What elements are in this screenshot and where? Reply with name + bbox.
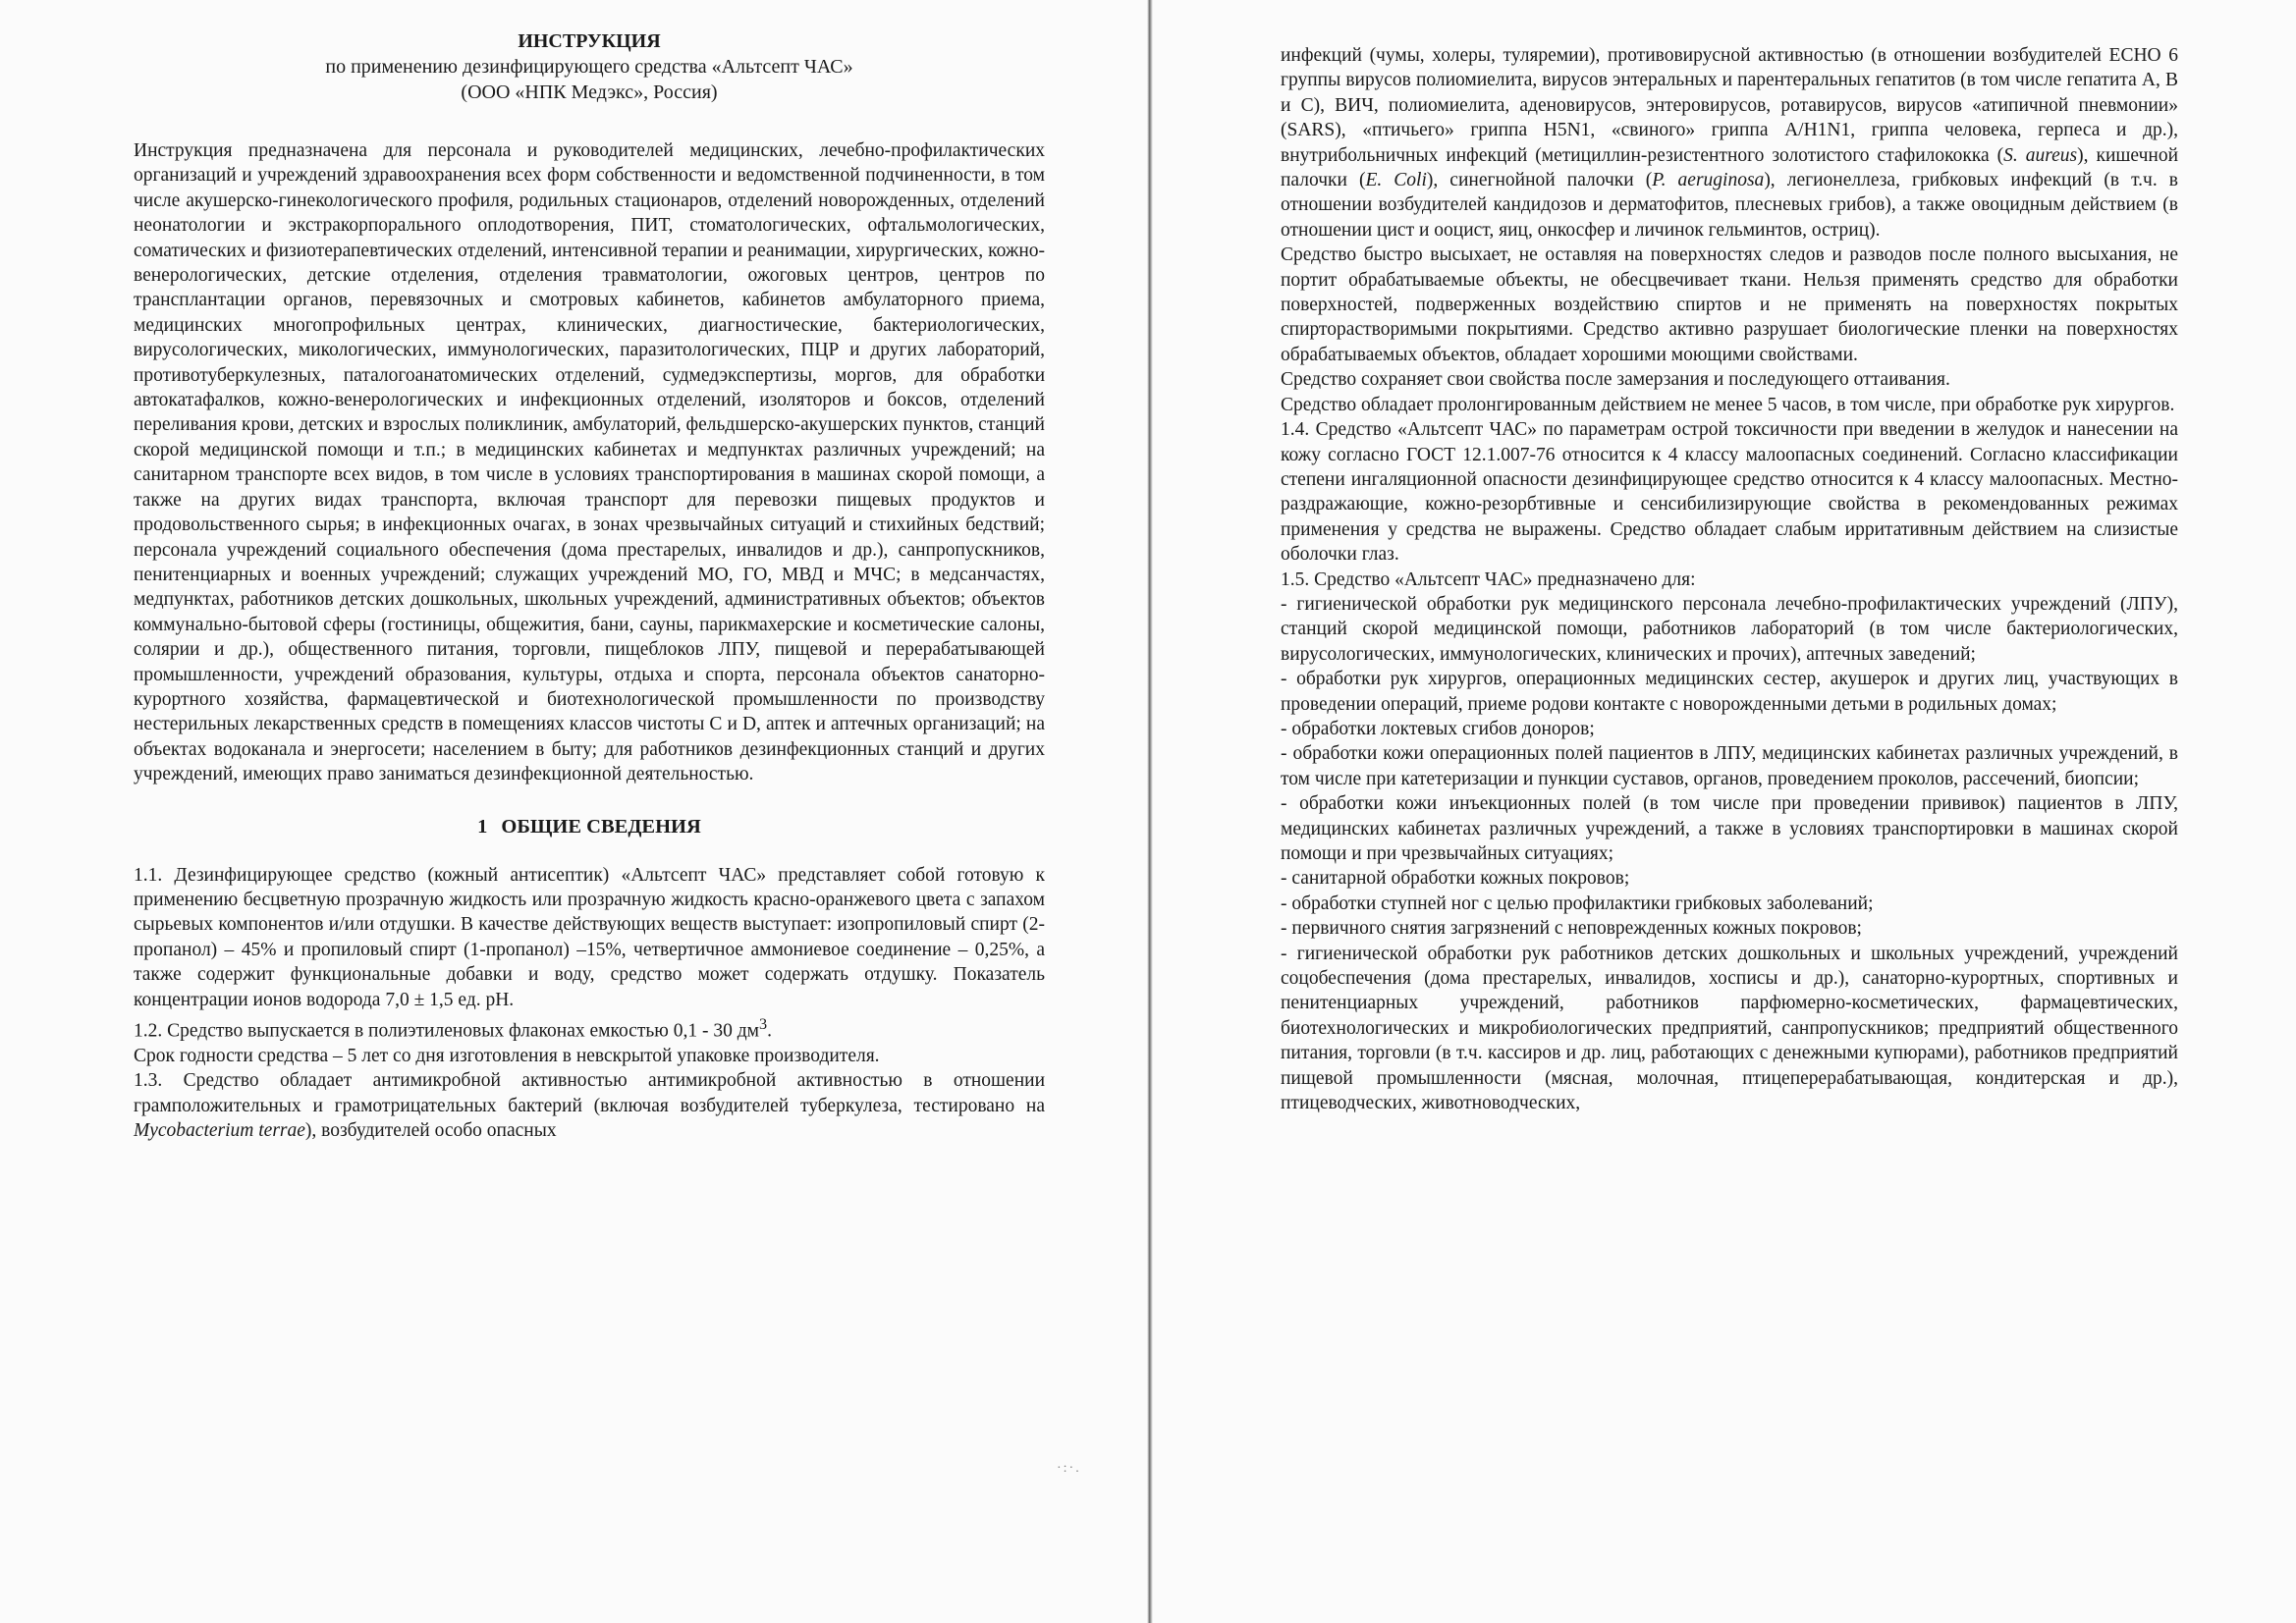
drying-paragraph: Средство быстро высыхает, не оставляя на поверхностях следов и разводов после полного высыхания, не портит обрабатываемые объекты, не обесцвечивает ткани. Нельзя применять средство для обработки поверхностей, подверженных воздействию спиртов и не применять на поверхностях покрытых спирторастворимыми покрытиями. Средство активно разрушает биологические пленки на поверхностях обрабатываемых объектов, обладает хорошими моющими свойствами.	[1281, 244, 2178, 365]
shelf-life-paragraph: Срок годности средства – 5 лет со дня изготовления в невскрытой упаковке производителя.	[134, 1045, 880, 1066]
manufacturer-line: (ООО «НПК Медэкс», Россия)	[461, 81, 718, 103]
paragraph-1-4: 1.4. Средство «Альтсепт ЧАС» по параметрам острой токсичности при введении в желудок и нанесении на кожу согласно ГОСТ 12.1.007-76 относится к 4 классу малоопасных соединений. Согласно классификации степени ингаляционной опасности дезинфицирующее средство относится к 4 классу малоопасных. Местно-раздражающие, кожно-резорбтивные и сенсибилизирующие свойства в рекомендованных режимах применения у средства не выражены. Средство обладает слабым ирритативным действием на слизистые оболочки глаз.	[1281, 419, 2178, 566]
species-name: Mycobacterium terrae	[134, 1120, 305, 1142]
section-title: ОБЩИЕ СВЕДЕНИЯ	[501, 815, 701, 838]
prolonged-action-paragraph: Средство обладает пролонгированным действием не менее 5 часов, в том числе, при обработке рук хирургов.	[1281, 394, 2175, 415]
list-item: - гигиенической обработки рук работников детских дошкольных и школьных учреждений, учреждений соцобеспечения (дома престарелых, инвалидов, хосписы и др.), санаторно-курортных, спортивных и пенитенциарных учреждений, работников парфюмерно-косметических, фармацевтических, биотехнологических и микробиологических предприятий, санпропускников; предприятий общественного питания, торговли (в т.ч. кассиров и др. лиц, работающих с денежными купюрами), работников предприятий пищевой промышленности (мясная, молочная, птицеперерабатывающая, кондитерская и др.), птицеводческих, животноводческих,	[1281, 943, 2178, 1114]
species-p-aeruginosa: P. aeruginosa	[1652, 170, 1765, 191]
left-page	[0, 0, 1147, 1623]
document-subtitle: по применению дезинфицирующего средства «Альтсепт ЧАС»	[325, 56, 853, 78]
list-item: - санитарной обработки кожных покровов;	[1281, 868, 1630, 890]
paragraph-1-1: 1.1. Дезинфицирующее средство (кожный антисептик) «Альтсепт ЧАС» представляет собой готовую к применению бесцветную прозрачную жидкость или прозрачную жидкость красно-оранжевого цвета с запахом сырьевых компонентов и/или отдушки. В качестве действующих веществ выступает: изопропиловый спирт (2-пропанол) – 45% и пропиловый спирт (1-пропанол) –15%, четвертичное аммониевое соединение – 0,25%, а также содержит функциональные добавки и воду, средство может содержать отдушку. Показатель концентрации ионов водорода 7,0 ± 1,5 ед. pH.	[134, 864, 1045, 1010]
paragraph-1-3-end: ), возбудителей особо опасных	[304, 1120, 557, 1142]
scan-speck: ·:·.	[1057, 1461, 1081, 1476]
cubic-superscript: 3	[758, 1015, 768, 1033]
continued-text-d: ), легионеллеза, грибковых инфекций (в т.ч. в отношении возбудителей кандидозов и дерматофитов, плесневых грибов), а также овоцидным действием (в отношении цист и ооцист, яиц, онкосфер и личинок гельминтов, остриц).	[1281, 170, 2178, 241]
section-heading	[134, 814, 1045, 839]
paragraph-1-5: 1.5. Средство «Альтсепт ЧАС» предназначено для:	[1281, 568, 1696, 590]
list-item: - первичного снятия загрязнений с неповрежденных кожных покровов;	[1281, 918, 1862, 940]
list-item: - обработки кожи операционных полей пациентов в ЛПУ, медицинских кабинетах различных учреждений, в том числе при катетеризации и пункции суставов, органов, проведением проколов, рассечений, биопсии;	[1281, 743, 2178, 789]
intro-paragraph: Инструкция предназначена для персонала и руководителей медицинских, лечебно-профилактических организаций и учреждений здравоохранения всех форм собственности и ведомственной подчиненности, в том числе акушерско-гинекологического профиля, родильных стационаров, отделений новорожденных, отделений неонатологии и экстракорпорального оплодотворения, ПИТ, стоматологических, офтальмологических, соматических и физиотерапевтических отделений, интенсивной терапии и реанимации, хирургических, кожно-венерологических, детские отделения, отделения травматологии, ожоговых центров, центров по трансплантации органов, перевязочных и смотровых кабинетов, кабинетов амбулаторного приема, медицинских многопрофильных центрах, клинических, диагностические, бактериологических, вирусологических, микологических, иммунологических, паразитологических, ПЦР и других лабораторий, противотуберкулезных, паталогоанатомических отделений, судмедэкспертизы, моргов, для обработки автокатафалков, кожно-венерологических и инфекционных отделений, изоляторов и боксов, отделений переливания крови, детских и взрослых поликлиник, амбулаторий, фельдшерско-акушерских пунктов, станций скорой медицинской помощи и т.п.; в медицинских кабинетах и медпунктах различных учреждений; на санитарном транспорте всех видов, в том числе в условиях транспортирования в машинах скорой помощи, а также на других видах транспорта, включая транспорт для перевозки пищевых продуктов и продовольственного сырья; в инфекционных очагах, в зонах чрезвычайных ситуаций и стихийных бедствий; персонала учреждений социального обеспечения (дома престарелых, инвалидов и др.), санпропускников, пенитенциарных и военных учреждений; служащих учреждений МО, ГО, МВД и МЧС; в медсанчастях, медпунктах, работников детских дошкольных, школьных учреждений, административных объектов; объектов коммунально-бытовой сферы (гостиницы, общежития, бани, сауны, парикмахерские и косметические салоны, солярии и др.), общественного питания, торговли, пищеблоков ЛПУ, пищевой и перерабатывающей промышленности, учреждений образования, культуры, отдыха и спорта, персонала объектов санаторно-курортного хозяйства, фармацевтической и биотехнологической промышленности по производству нестерильных лекарственных средств в помещениях классов чистоты C и D, аптек и аптечных организаций; на объектах водоканала и энергосети; населением в быту; для работников дезинфекционных станций и других учреждений, имеющих право заниматься дезинфекционной деятельностью.	[134, 140, 1045, 785]
list-item: - обработки кожи инъекционных полей (в том числе при проведении прививок) пациентов в ЛПУ, медицинских кабинетах различных учреждений, а также в условиях транспортировки в машинах скорой помощи и при чрезвычайных ситуациях;	[1281, 793, 2178, 864]
continued-paragraph	[1281, 43, 2178, 243]
list-item: - обработки ступней ног с целью профилактики грибковых заболеваний;	[1281, 893, 1874, 914]
list-item: - обработки рук хирургов, операционных медицинских сестер, акушерок и других лиц, участвующих в проведении операций, приеме родови контакте с новорожденными детьми в родильных домах;	[1281, 669, 2178, 715]
species-s-aureus: S. aureus	[2003, 144, 2078, 166]
list-item: - обработки локтевых сгибов доноров;	[1281, 718, 1595, 739]
section-number: 1	[477, 815, 488, 838]
right-page	[1153, 0, 2296, 1623]
freezing-paragraph: Средство сохраняет свои свойства после замерзания и последующего оттаивания.	[1281, 369, 1950, 391]
continued-text-c: ), синегнойной палочки (	[1426, 170, 1653, 191]
paragraph-1-2-text: 1.2. Средство выпускается в полиэтиленовых флаконах емкостью 0,1 - 30 дм	[134, 1020, 759, 1042]
paragraph-1-3-text: 1.3. Средство обладает антимикробной активностью антимикробной активностью в отношении грамположительных и грамотрицательных бактерий (включая возбудителей туберкулеза, тестировано на	[134, 1070, 1045, 1116]
paragraph-1-2	[134, 1012, 1045, 1044]
paragraph-1-2-end: .	[767, 1020, 772, 1042]
list-item: - гигиенической обработки рук медицинского персонала лечебно-профилактических учреждений (ЛПУ), станций скорой медицинской помощи, работников лабораторий (в том числе бактериологических, вирусологических, иммунологических, клинических и прочих), аптечных заведений;	[1281, 593, 2178, 665]
species-e-coli: E. Coli	[1365, 170, 1427, 191]
continued-text-a: инфекций (чумы, холеры, туляремии), противовирусной активностью (в отношении возбудителей ЕСНО 6 группы вирусов полиомиелита, вирусов энтеральных и парентеральных гепатитов (в том числе гепатита А, В и С), ВИЧ, полиомиелита, аденовирусов, энтеровирусов, ротавирусов, вирусов «атипичной пневмонии» (SARS), «птичьего» гриппа H5N1, «свиного» гриппа А/H1N1, гриппа человека, герпеса и др.), внутрибольничных инфекций (метициллин-резистентного золотистого стафилококка (	[1281, 45, 2178, 166]
continued-text-b: ), кишечной палочки (	[1281, 144, 2179, 191]
document-title: ИНСТРУКЦИЯ	[518, 30, 661, 52]
paragraph-1-3	[134, 1068, 1045, 1143]
